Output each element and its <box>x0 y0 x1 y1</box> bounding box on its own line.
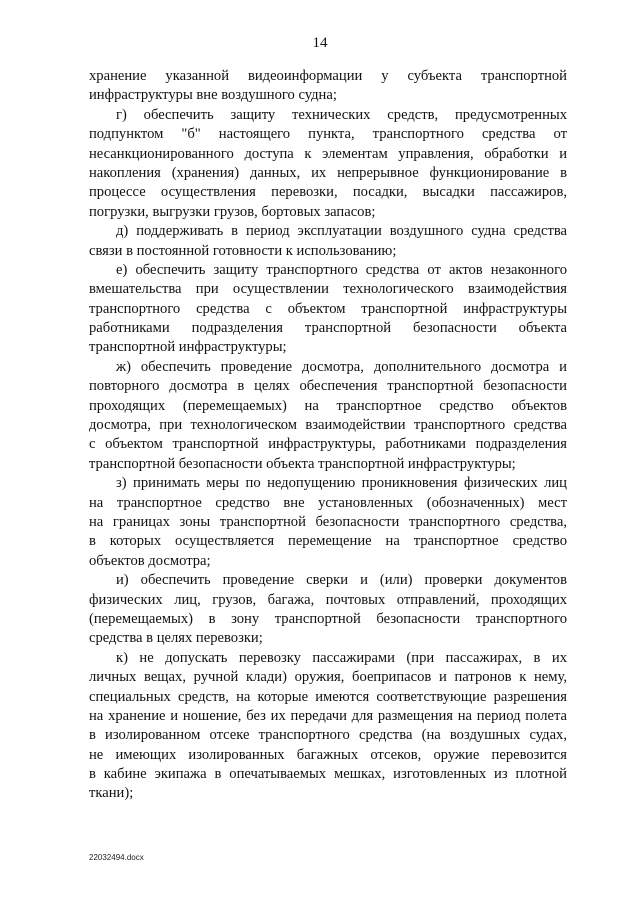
text-line: в изолированном отсеке транспортного средства (на воздушных судах, <box>89 727 567 744</box>
text-line: физических лиц, грузов, багажа, почтовых отправлений, проходящих <box>89 591 567 608</box>
text-line: процессе осуществления перевозки, посадки, высадки пассажиров, <box>89 184 567 201</box>
document-body <box>89 67 567 804</box>
text-line: подпунктом "б" настоящего пункта, транспортного средства от <box>89 126 567 143</box>
paragraph-i-first-line: и) обеспечить проведение сверки и (или) проверки документов <box>116 572 567 589</box>
text-line: несанкционированного доступа к элементам управления, обработки и <box>89 145 567 162</box>
text-line: досмотра, при технологическом взаимодействии транспортного средства <box>89 417 567 434</box>
text-line: инфраструктуры вне воздушного судна; <box>89 87 337 104</box>
footer-file-code: 22032494.docx <box>89 853 144 862</box>
paragraph-zh-first-line: ж) обеспечить проведение досмотра, дополнительного досмотра и <box>116 358 567 375</box>
text-line: проходящих (перемещаемых) на транспортное средство объектов <box>89 397 567 414</box>
paragraph-k-first-line: к) не допускать перевозку пассажирами (при пассажирах, в их <box>116 649 567 666</box>
text-line: повторного досмотра в целях обеспечения транспортной безопасности <box>89 378 567 395</box>
paragraph-z-first-line: з) принимать меры по недопущению проникновения физических лиц <box>116 475 567 492</box>
text-line: ткани); <box>89 785 134 802</box>
paragraph-e-first-line: е) обеспечить защиту транспортного средства от актов незаконного <box>116 261 567 278</box>
text-line: личных вещах, ручной клади) оружия, боеприпасов и патронов к нему, <box>89 669 567 686</box>
text-line: на транспортное средство вне установленных (обозначенных) мест <box>89 494 567 511</box>
text-line: в которых осуществляется перемещение на транспортное средство <box>89 533 567 550</box>
text-line: транспортной безопасности объекта транспортной инфраструктуры; <box>89 455 516 472</box>
text-line: средства в целях перевозки; <box>89 630 263 647</box>
text-line: погрузки, выгрузки грузов, бортовых запасов; <box>89 203 376 220</box>
paragraph-d-first-line: д) поддерживать в период эксплуатации воздушного судна средства <box>116 223 567 240</box>
paragraph-g-first-line: г) обеспечить защиту технических средств, предусмотренных <box>116 106 567 123</box>
text-line: на границах зоны транспортной безопасности транспортного средства, <box>89 513 567 530</box>
page-number: 14 <box>312 35 328 51</box>
text-line: транспортного средства с объектом транспортной инфраструктуры <box>89 300 567 317</box>
text-line: работниками подразделения транспортной безопасности объекта <box>89 320 567 337</box>
text-line: связи в постоянной готовности к использованию; <box>89 242 397 259</box>
text-line: (перемещаемых) в зону транспортной безопасности транспортного <box>89 610 567 627</box>
text-line: вмешательства при осуществлении технологического взаимодействия <box>89 281 567 298</box>
text-line: транспортной инфраструктуры; <box>89 339 287 356</box>
text-line: специальных средств, на которые имеются соответствующие разрешения <box>89 688 567 705</box>
text-line: в кабине экипажа в опечатываемых мешках, изготовленных из плотной <box>89 766 567 783</box>
text-line: с объектом транспортной инфраструктуры, работниками подразделения <box>89 436 567 453</box>
text-line: на хранение и ношение, без их передачи для размещения на период полета <box>89 707 567 724</box>
text-line: накопления (хранения) данных, их непрерывное функционирование в <box>89 164 567 181</box>
text-line: хранение указанной видеоинформации у субъекта транспортной <box>89 68 567 84</box>
text-line: объектов досмотра; <box>89 552 211 569</box>
text-line: не имеющих изолированных багажных отсеков, оружие перевозится <box>89 746 567 763</box>
